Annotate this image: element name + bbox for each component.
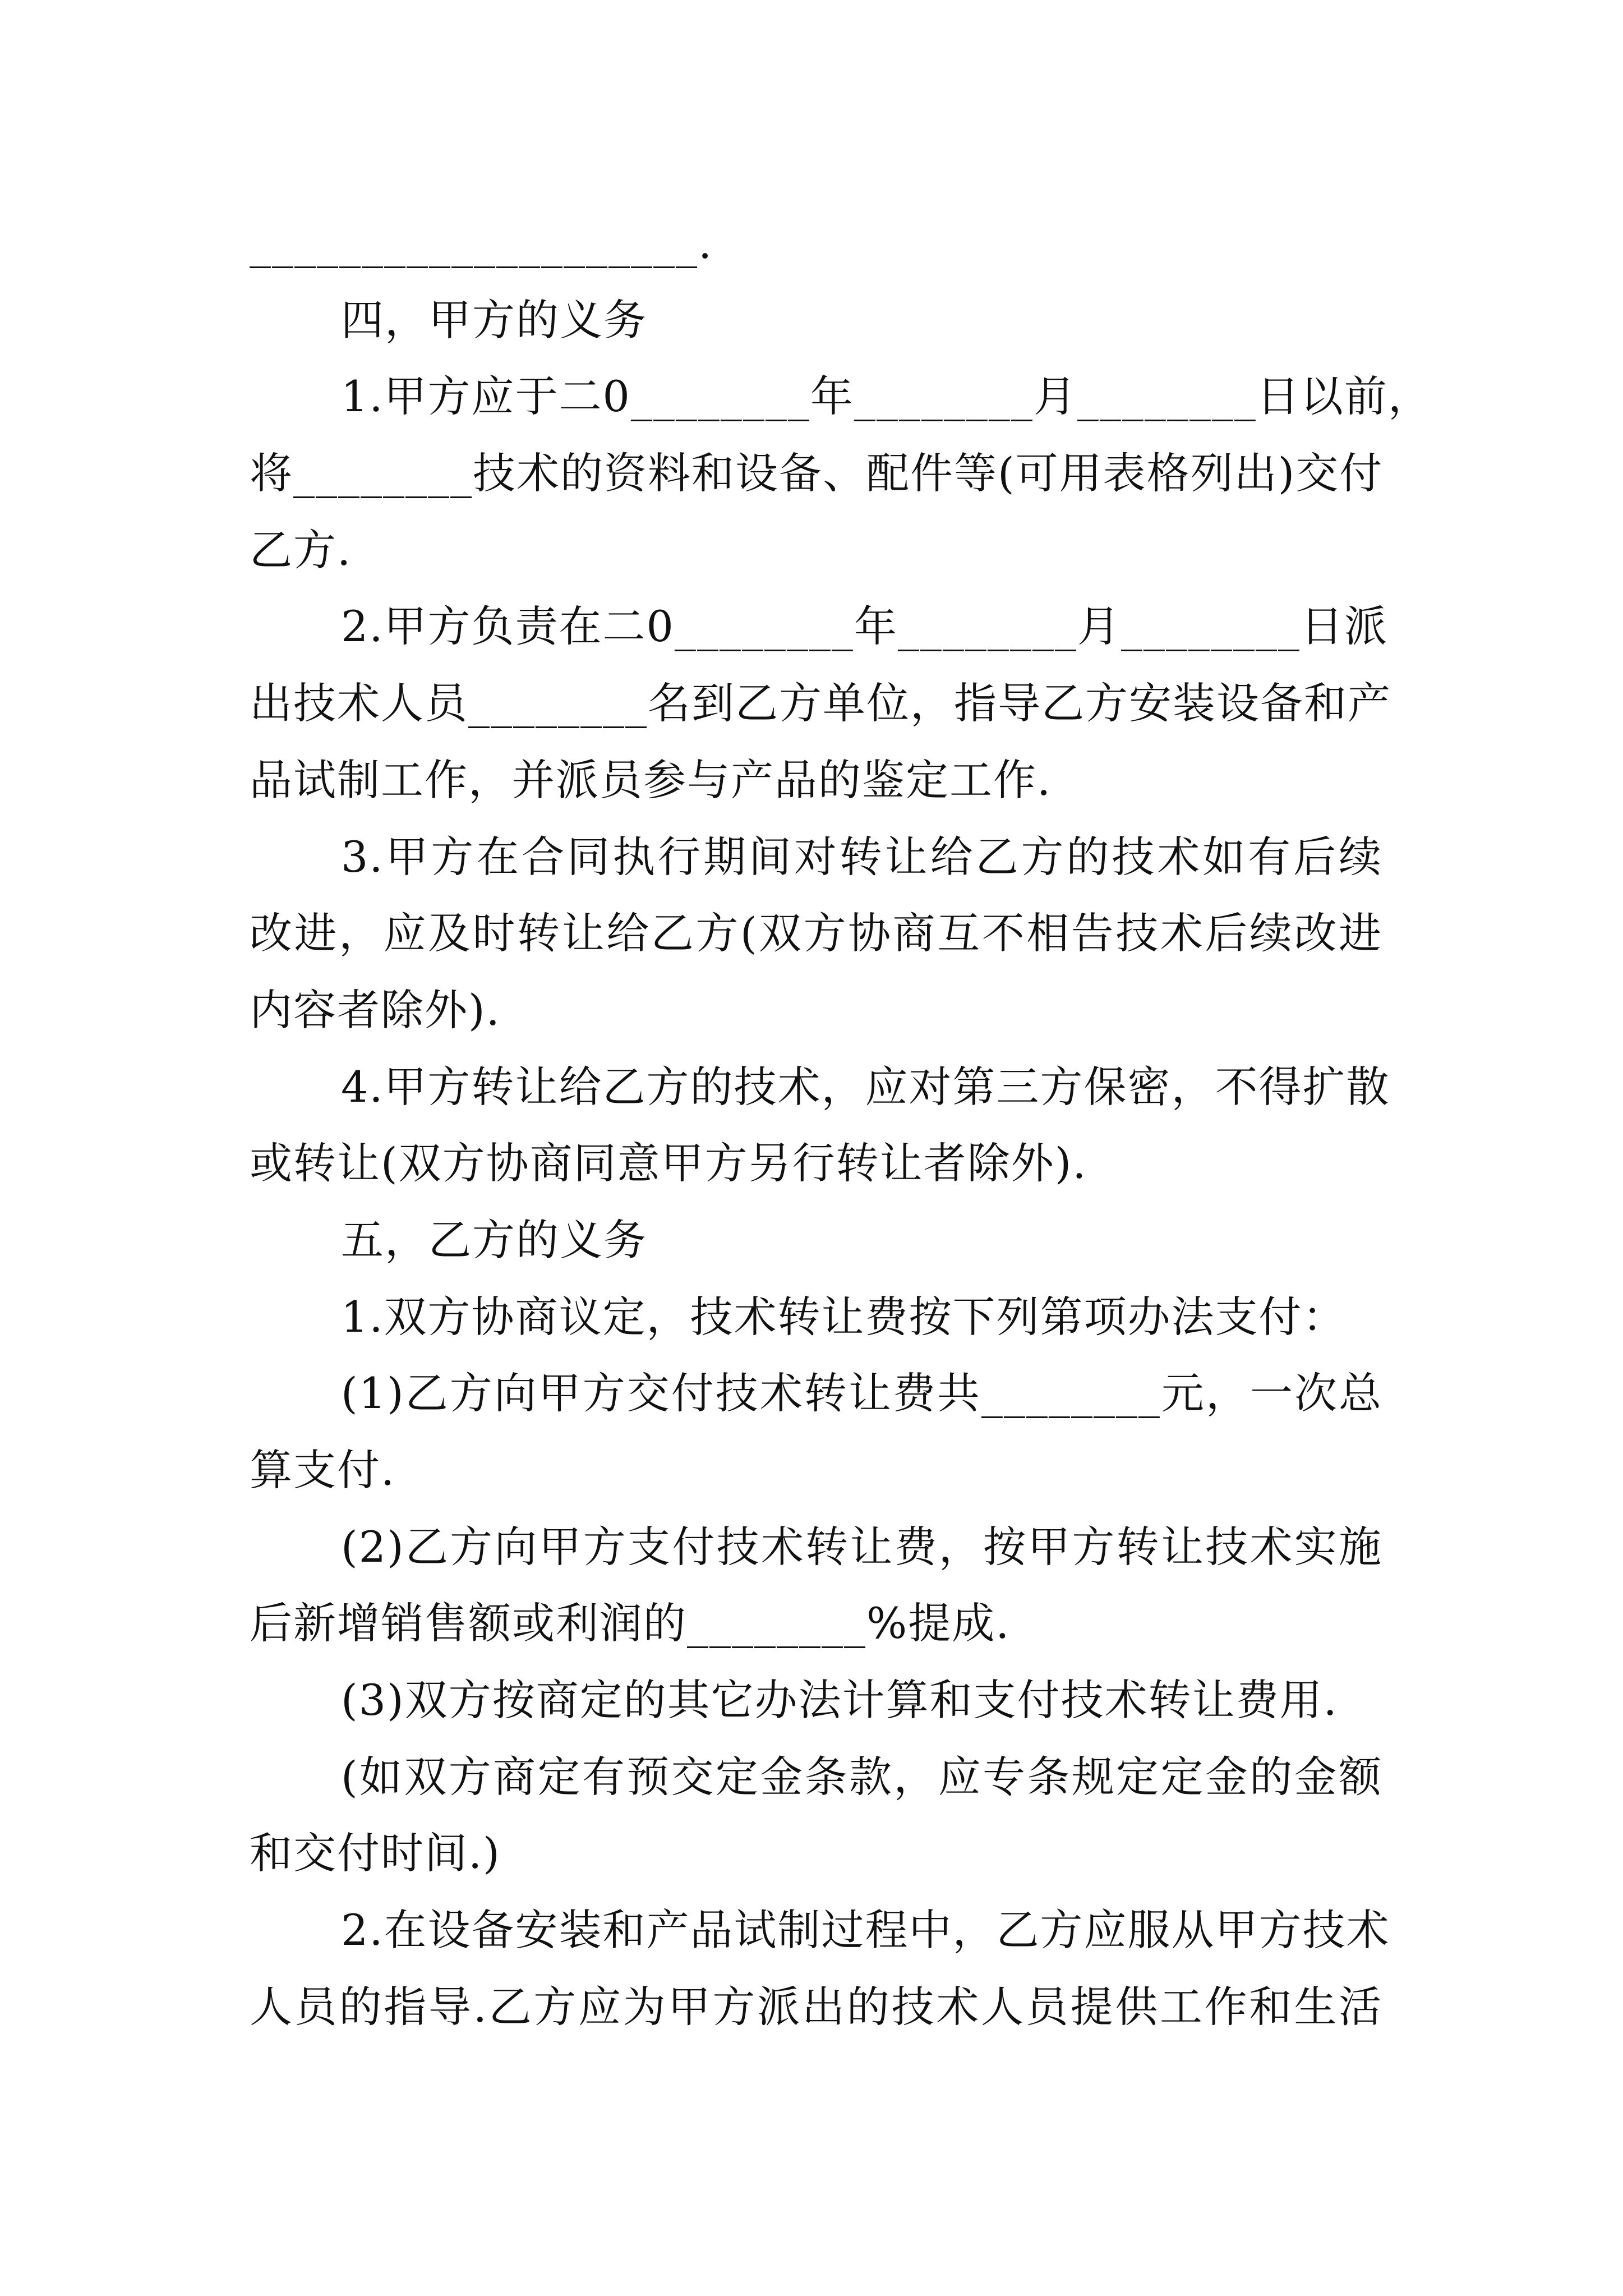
clause-line: (如双方商定有预交定金条款，应专条规定定金的金额 (341, 1751, 1382, 1802)
clause (250, 1279, 1382, 1356)
clause-line: 或转让(双方协商同意甲方另行转让者除外). (250, 1138, 1087, 1189)
note-paragraph (250, 1739, 1382, 1892)
continuation-block (250, 205, 1382, 282)
sub-clause (250, 1662, 1382, 1739)
clause-line: (2)乙方向甲方支付技术转让费，按甲方转让技术实施 (341, 1521, 1382, 1572)
clause-line: 内容者除外). (250, 984, 501, 1035)
clause-line: 人员的指导.乙方应为甲方派出的技术人员提供工作和生活 (250, 1981, 1382, 2032)
clause-line: (3)双方按商定的其它办法计算和支付技术转让费用. (341, 1675, 1338, 1726)
clause-line: 算支付. (250, 1445, 396, 1495)
clause (250, 588, 1391, 818)
clause-line: (1)乙方向甲方交付技术转让费共________元，一次总 (341, 1368, 1382, 1419)
continuation-line: ____________________. (250, 218, 713, 268)
clause (250, 1049, 1390, 1202)
clause-line: 乙方. (250, 524, 352, 575)
clause-line: 1.甲方应于二0________年________月________日以前， (341, 371, 1432, 422)
clause-line: 品试制工作，并派员参与产品的鉴定工作. (250, 754, 1052, 805)
clause-line: 2.甲方负责在二0________年________月________日派 (341, 601, 1388, 652)
clause-line: 改进，应及时转让给乙方(双方协商互不相告技术后续改进 (250, 908, 1382, 959)
document-body (250, 205, 1432, 2046)
clause (250, 1892, 1390, 2045)
clause (250, 358, 1432, 588)
clause-line: 2.在设备安装和产品试制过程中，乙方应服从甲方技术 (341, 1905, 1390, 1955)
section-party-b-obligations (250, 1202, 1390, 2046)
section-heading: 五，乙方的义务 (341, 1214, 647, 1265)
section-party-a-obligations (250, 282, 1432, 1202)
sub-clause (250, 1355, 1382, 1508)
sub-clause (250, 1509, 1382, 1662)
clause-line: 4.甲方转让给乙方的技术，应对第三方保密，不得扩散 (341, 1061, 1390, 1112)
clause-line: 出技术人员________名到乙方单位，指导乙方安装设备和产 (250, 678, 1391, 729)
clause-line: 和交付时间.) (250, 1828, 501, 1879)
clause-line: 1.双方协商议定，技术转让费按下列第项办法支付： (341, 1291, 1347, 1342)
section-heading: 四，甲方的义务 (341, 295, 647, 345)
clause (250, 819, 1382, 1049)
clause-line: 将________技术的资料和设备、配件等(可用表格列出)交付 (250, 448, 1384, 499)
clause-line: 后新增销售额或利润的________%提成. (250, 1598, 1011, 1649)
clause-line: 3.甲方在合同执行期间对转让给乙方的技术如有后续 (341, 831, 1382, 882)
